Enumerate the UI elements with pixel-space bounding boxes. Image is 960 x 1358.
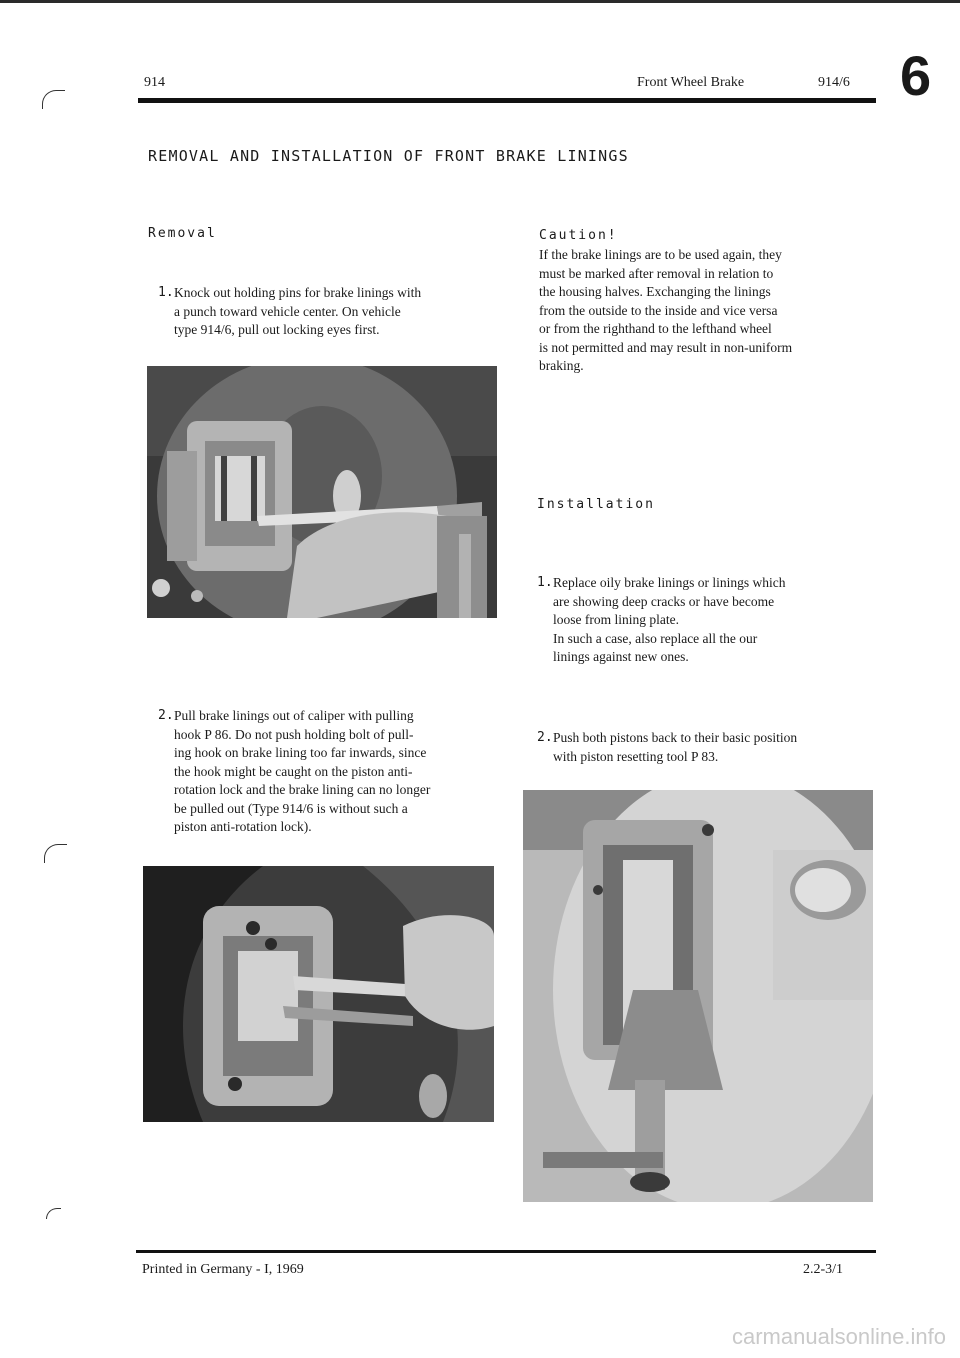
step-line: loose from lining plate. <box>553 612 679 627</box>
step-line: ing hook on brake lining too far inwards, since <box>174 745 427 760</box>
footer-printed: Printed in Germany - I, 1969 <box>142 1262 304 1277</box>
step-line: a punch toward vehicle center. On vehicle <box>174 303 401 319</box>
removal-step-1 <box>158 284 518 344</box>
removal-step-2 <box>158 707 518 837</box>
watermark: carmanualsonline.info <box>731 1324 946 1349</box>
caution-line: must be marked after removal in relation to <box>539 265 774 281</box>
installation-step-1 <box>537 574 877 669</box>
caution-line: or from the righthand to the lefthand wheel <box>539 321 772 336</box>
header-variant: 914/6 <box>818 75 850 90</box>
installation-step-2 <box>537 729 877 769</box>
step-line: with piston resetting tool P 83. <box>553 748 719 764</box>
step-line: are showing deep cracks or have become <box>553 593 775 609</box>
caution-text <box>539 246 879 376</box>
caution-heading: Caution! <box>539 228 618 243</box>
step-line: the hook might be caught on the piston anti- <box>174 763 413 779</box>
step-line: type 914/6, pull out locking eyes first. <box>174 322 380 337</box>
removal-heading: Removal <box>148 226 217 241</box>
caution-line: braking. <box>539 358 584 373</box>
step-line: rotation lock and the brake lining can no longer <box>174 782 431 797</box>
footer-rule <box>136 1250 876 1253</box>
step-line: Replace oily brake linings or linings which <box>553 575 786 590</box>
header-rule <box>138 98 876 103</box>
step-line: Pull brake linings out of caliper with pulling <box>174 708 414 723</box>
installation-heading: Installation <box>537 497 655 512</box>
step-number: 1. <box>537 575 553 590</box>
step-line: be pulled out (Type 914/6 is without such a <box>174 800 408 816</box>
footer-page-ref: 2.2-3/1 <box>803 1262 844 1277</box>
header-model: 914 <box>144 75 165 90</box>
section-number: 6 <box>900 44 930 107</box>
top-edge-line <box>0 0 960 3</box>
step-line: piston anti-rotation lock). <box>174 819 312 834</box>
caution-line: is not permitted and may result in non-uniform <box>539 339 793 355</box>
step-number: 2. <box>158 708 174 723</box>
caution-line: the housing halves. Exchanging the linings <box>539 284 771 299</box>
step-line: In such a case, also replace all the our <box>553 630 758 646</box>
caution-line: from the outside to the inside and vice versa <box>539 302 778 318</box>
page-title: REMOVAL AND INSTALLATION OF FRONT BRAKE LININGS <box>148 147 629 165</box>
header-section-title: Front Wheel Brake <box>637 75 745 90</box>
step-number: 2. <box>537 730 553 745</box>
photo-caliper-punch <box>147 366 497 618</box>
photo-pulling-hook <box>143 866 494 1122</box>
step-line: linings against new ones. <box>553 649 689 664</box>
step-line: Push both pistons back to their basic position <box>553 730 798 745</box>
binder-mark <box>42 90 65 109</box>
caution-line: If the brake linings are to be used again, they <box>539 247 782 262</box>
step-line: hook P 86. Do not push holding bolt of pull- <box>174 726 414 742</box>
step-number: 1. <box>158 285 174 300</box>
binder-mark <box>44 844 67 863</box>
step-line: Knock out holding pins for brake linings with <box>174 285 422 300</box>
binder-mark <box>46 1208 61 1219</box>
photo-piston-resetting-tool <box>523 790 873 1202</box>
